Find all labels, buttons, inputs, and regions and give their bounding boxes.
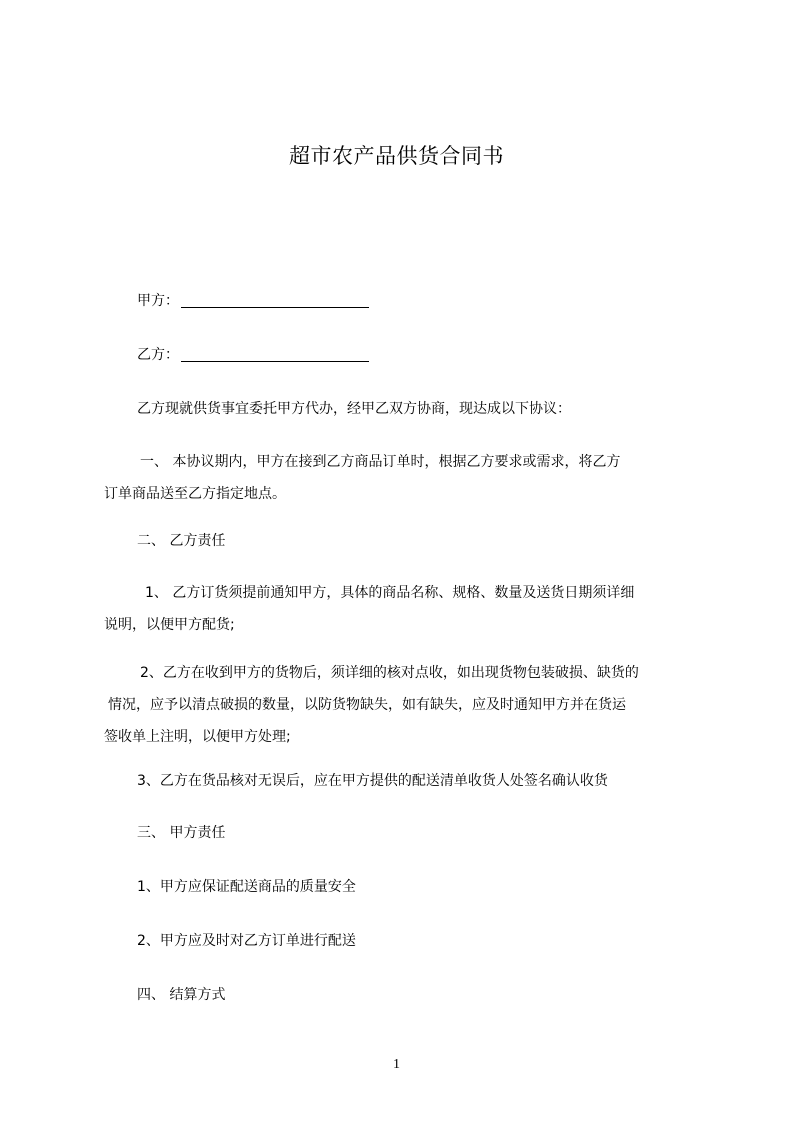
- item-2-2: [104, 657, 712, 753]
- clause-1: [104, 446, 712, 510]
- clause-1-line-1: 一、 本协议期内，甲方在接到乙方商品订单时，根据乙方要求或需求，将乙方: [140, 454, 621, 470]
- item-2-1: [104, 577, 712, 641]
- party-a-line: [137, 291, 369, 311]
- item-2-2-line-3: 签收单上注明，以便甲方处理;: [104, 729, 291, 745]
- party-b-blank: [181, 347, 369, 362]
- item-3-2: 2、甲方应及时对乙方订单进行配送: [137, 933, 356, 949]
- intro-paragraph: 乙方现就供货事宜委托甲方代办，经甲乙双方协商，现达成以下协议：: [137, 401, 571, 417]
- section-3-heading: 三、 甲方责任: [137, 825, 226, 841]
- item-2-1-line-2: 说明，以便甲方配货;: [104, 617, 235, 633]
- section-4-heading: 四、 结算方式: [137, 987, 226, 1003]
- item-2-3: 3、乙方在货品核对无误后，应在甲方提供的配送清单收货人处签名确认收货: [137, 773, 608, 789]
- party-b-line: [137, 345, 369, 365]
- clause-1-line-2: 订单商品送至乙方指定地点。: [104, 486, 286, 502]
- party-a-blank: [181, 293, 369, 308]
- party-b-label: 乙方：: [137, 347, 179, 363]
- section-2-heading: 二、 乙方责任: [137, 533, 226, 549]
- item-2-2-line-1: 2、乙方在收到甲方的货物后，须详细的核对点收，如出现货物包装破损、缺货的: [140, 665, 639, 681]
- party-a-label: 甲方：: [137, 293, 179, 309]
- page-number: 1: [393, 1057, 400, 1072]
- item-2-2-line-2: 情况，应予以清点破损的数量，以防货物缺失，如有缺失，应及时通知甲方并在货运: [108, 697, 626, 713]
- document-title: 超市农产品供货合同书: [289, 144, 504, 168]
- item-2-1-line-1: 1、 乙方订货须提前通知甲方，具体的商品名称、规格、数量及送货日期须详细: [145, 585, 635, 601]
- item-3-1: 1、甲方应保证配送商品的质量安全: [137, 879, 356, 895]
